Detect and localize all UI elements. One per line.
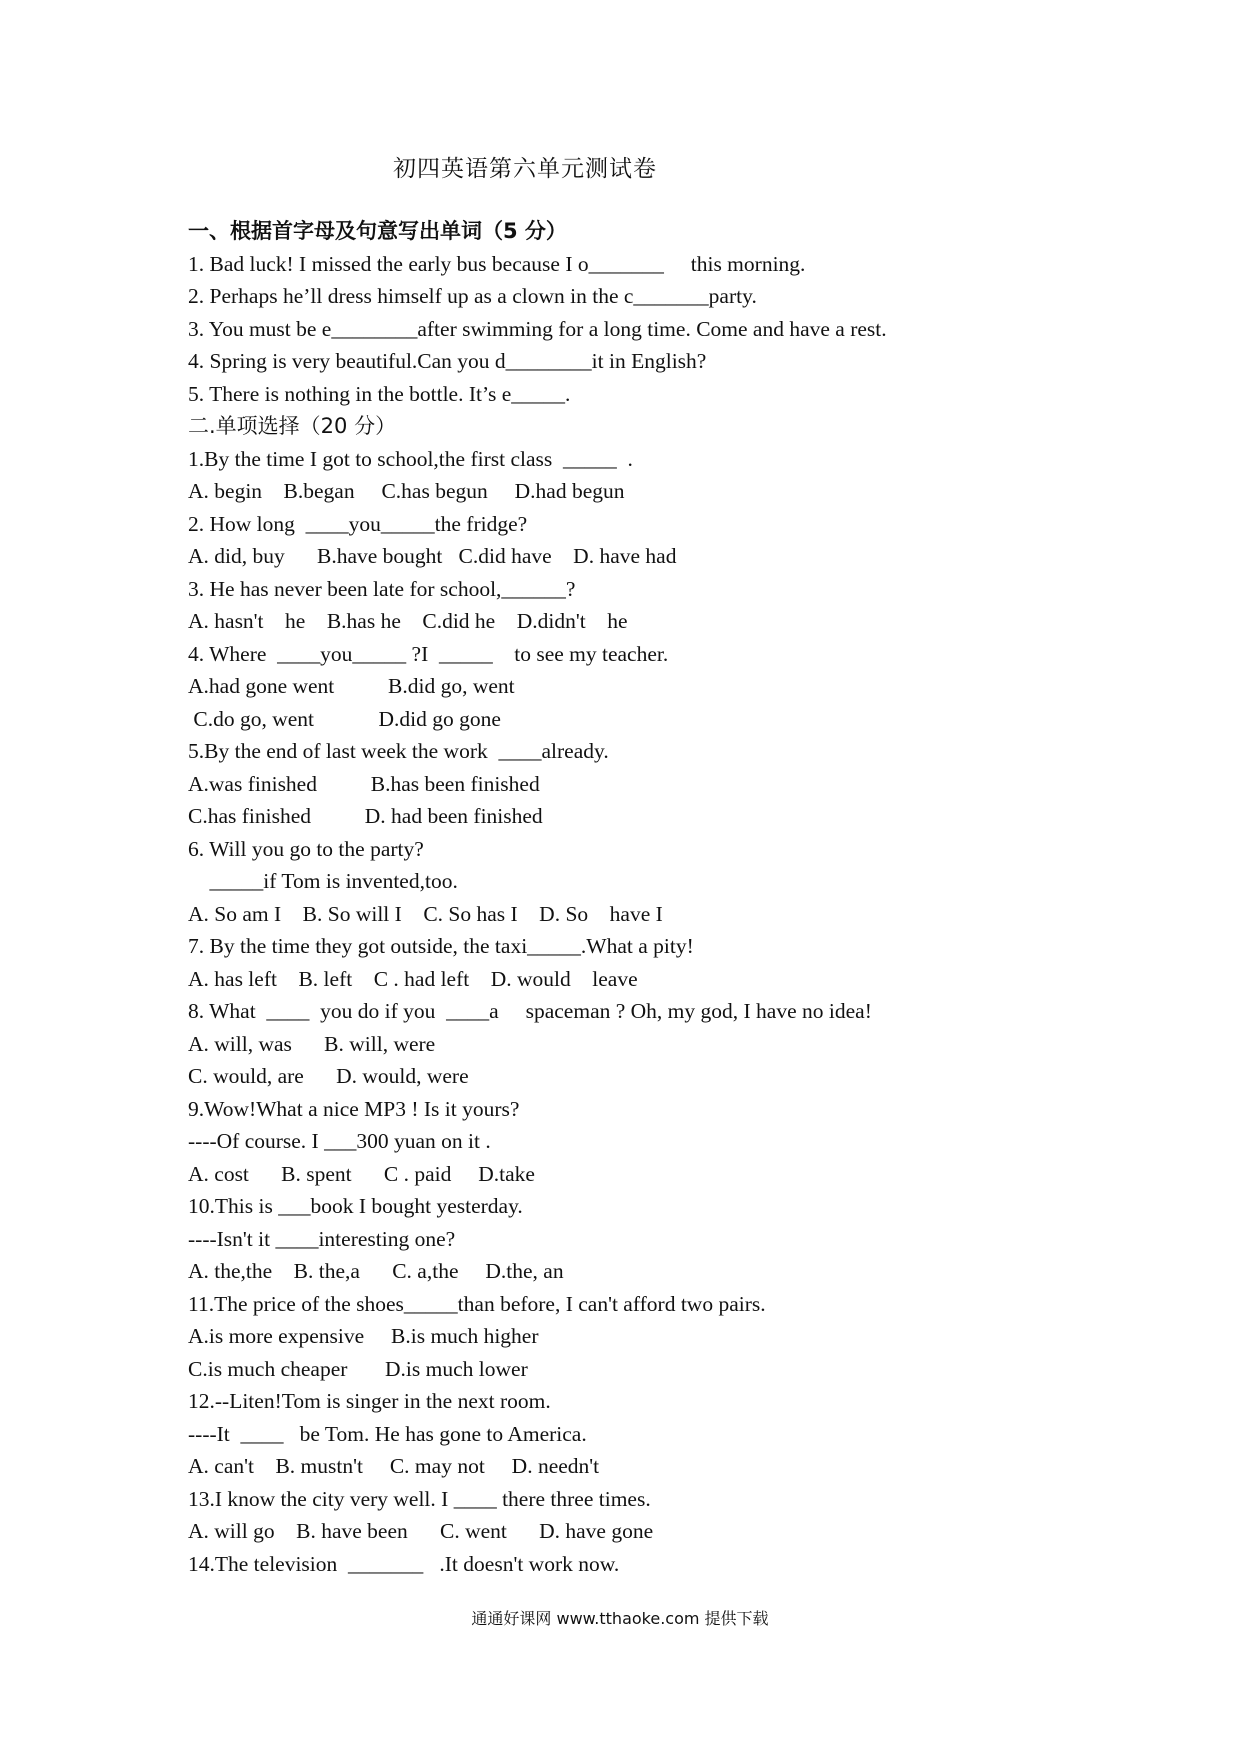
options-line: C.has finished D. had been finished: [188, 804, 543, 828]
question-line: ----It ____ be Tom. He has gone to America.: [188, 1421, 587, 1446]
options-line: C. would, are D. would, were: [188, 1064, 469, 1088]
question-line: ----Isn't it ____interesting one?: [188, 1226, 456, 1251]
question-line: 2. How long ____you_____the fridge?: [188, 511, 528, 536]
options-line: A. the,the B. the,a C. a,the D.the, an: [188, 1259, 564, 1283]
question-line: _____if Tom is invented,too.: [188, 869, 458, 893]
question-line: 4. Where ____you_____ ?I _____ to see my teacher.: [188, 641, 669, 666]
section-heading-1: 一、根据首字母及句意写出单词（5 分）: [188, 219, 567, 243]
question-line: 5.By the end of last week the work ____already.: [188, 739, 609, 763]
options-line: A. will, was B. will, were: [188, 1031, 436, 1056]
question-line: 11.The price of the shoes_____than before, I can't afford two pairs.: [188, 1291, 766, 1316]
question-line: 2. Perhaps he’ll dress himself up as a clown in the c_______party.: [188, 284, 757, 308]
question-line: 5. There is nothing in the bottle. It’s e_____.: [188, 381, 571, 406]
question-line: 8. What ____ you do if you ____a spaceman ? Oh, my god, I have no idea!: [188, 999, 872, 1023]
section-heading-2: 二.单项选择（20 分）: [188, 414, 397, 438]
options-line: A. hasn't he B.has he C.did he D.didn't he: [188, 609, 628, 633]
options-line: C.is much cheaper D.is much lower: [188, 1356, 528, 1381]
question-line: 3. You must be e________after swimming for a long time. Come and have a rest.: [188, 316, 887, 341]
options-line: A. can't B. mustn't C. may not D. needn't: [188, 1454, 600, 1478]
options-line: A. So am I B. So will I C. So has I D. So have I: [188, 901, 663, 926]
question-line: 9.Wow!What a nice MP3 ! Is it yours?: [188, 1096, 520, 1121]
options-line: A. cost B. spent C . paid D.take: [188, 1161, 535, 1186]
options-line: A. did, buy B.have bought C.did have D. have had: [188, 544, 677, 568]
question-line: 12.--Liten!Tom is singer in the next room.: [188, 1389, 551, 1413]
question-line: 13.I know the city very well. I ____ there three times.: [188, 1486, 651, 1511]
options-line: A.is more expensive B.is much higher: [188, 1324, 539, 1348]
question-line: 1. Bad luck! I missed the early bus because I o_______ this morning.: [188, 251, 806, 276]
options-line: C.do go, went D.did go gone: [188, 706, 501, 731]
exam-content: [188, 215, 1038, 1580]
options-line: A.had gone went B.did go, went: [188, 674, 515, 698]
question-line: 3. He has never been late for school,______?: [188, 576, 576, 601]
question-line: 1.By the time I got to school,the first class _____ .: [188, 446, 633, 471]
footer-credit: 通通好课网 www.tthaoke.com 提供下载: [471, 1609, 769, 1628]
question-line: 14.The television _______ .It doesn't work now.: [188, 1551, 620, 1576]
question-line: 4. Spring is very beautiful.Can you d________it in English?: [188, 349, 707, 373]
options-line: A. will go B. have been C. went D. have gone: [188, 1519, 654, 1543]
options-line: A.was finished B.has been finished: [188, 771, 540, 796]
page-title: 初四英语第六单元测试卷: [393, 156, 657, 182]
options-line: A. begin B.began C.has begun D.had begun: [188, 479, 625, 503]
question-line: 7. By the time they got outside, the taxi_____.What a pity!: [188, 934, 694, 958]
question-line: ----Of course. I ___300 yuan on it .: [188, 1129, 491, 1153]
options-line: A. has left B. left C . had left D. would leave: [188, 966, 638, 991]
question-line: 6. Will you go to the party?: [188, 836, 424, 861]
question-line: 10.This is ___book I bought yesterday.: [188, 1194, 523, 1218]
